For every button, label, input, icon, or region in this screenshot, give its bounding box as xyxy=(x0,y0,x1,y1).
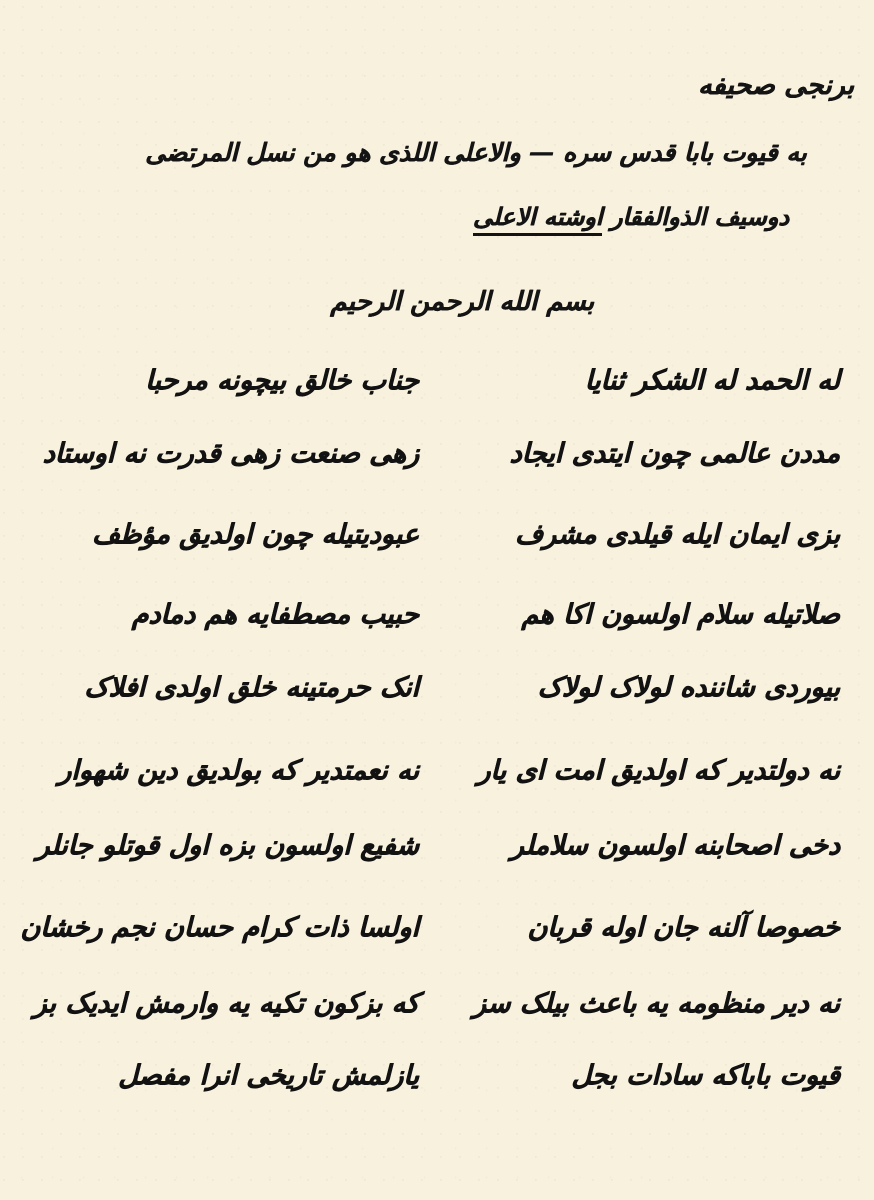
poem-line-1-left: جناب خالق بیچونه مرحبا xyxy=(145,365,419,396)
poem-line-5-left: انک حرمتینه خلق اولدی افلاک xyxy=(84,672,419,703)
poem-line-8-left: اولسا ذات کرام حسان نجم رخشان xyxy=(20,912,419,943)
poem-line-9-left: که بزکون تکیه یه وارمش ایدیک بز xyxy=(33,988,419,1019)
header-line-2-right: دوسیف الذوالفقار xyxy=(610,203,789,231)
basmala: بسم الله الرحمن الرحیم xyxy=(330,287,594,317)
poem-line-6-left: نه نعمتدیر که بولدیق دین شهوار xyxy=(58,755,419,786)
poem-line-10-left: یازلمش تاریخی انرا مفصل xyxy=(118,1060,419,1091)
poem-line-2-left: زهی صنعت زهی قدرت نه اوستاد xyxy=(42,438,419,469)
poem-line-7-right: دخی اصحابنه اولسون سلاملر xyxy=(510,830,840,861)
poem-line-3-right: بزی ایمان ایله قیلدی مشرف xyxy=(515,519,840,550)
poem-line-4-left: حبیب مصطفایه هم دمادم xyxy=(131,599,419,630)
poem-line-9-right: نه دیر منظومه یه باعث بیلک سز xyxy=(472,988,840,1019)
poem-line-7-left: شفیع اولسون بزه اول قوتلو جانلر xyxy=(36,830,419,861)
poem-line-2-right: مددن عالمی چون ایتدی ایجاد xyxy=(509,438,840,469)
corner-note: برنجی صحیفه xyxy=(698,70,854,101)
poem-line-5-right: بیوردی شاننده لولاک لولاک xyxy=(537,672,840,703)
poem-line-4-right: صلاتیله سلام اولسون اکا هم xyxy=(521,599,840,630)
poem-line-8-right: خصوصا آلنه جان اوله قربان xyxy=(527,912,840,943)
header-line-2-left: اوشته الاعلی xyxy=(473,203,602,236)
poem-line-1-right: له الحمد له الشکر ثنایا xyxy=(584,365,840,396)
poem-line-3-left: عبودیتیله چون اولدیق مؤظف xyxy=(92,519,419,550)
poem-line-10-right: قیوت باباکه سادات بجل xyxy=(571,1060,840,1091)
poem-line-6-right: نه دولتدیر که اولدیق امت ای یار xyxy=(477,755,840,786)
header-line-1: به قیوت بابا قدس سره — والاعلی اللذی هو من نسل المرتضی xyxy=(145,138,807,167)
